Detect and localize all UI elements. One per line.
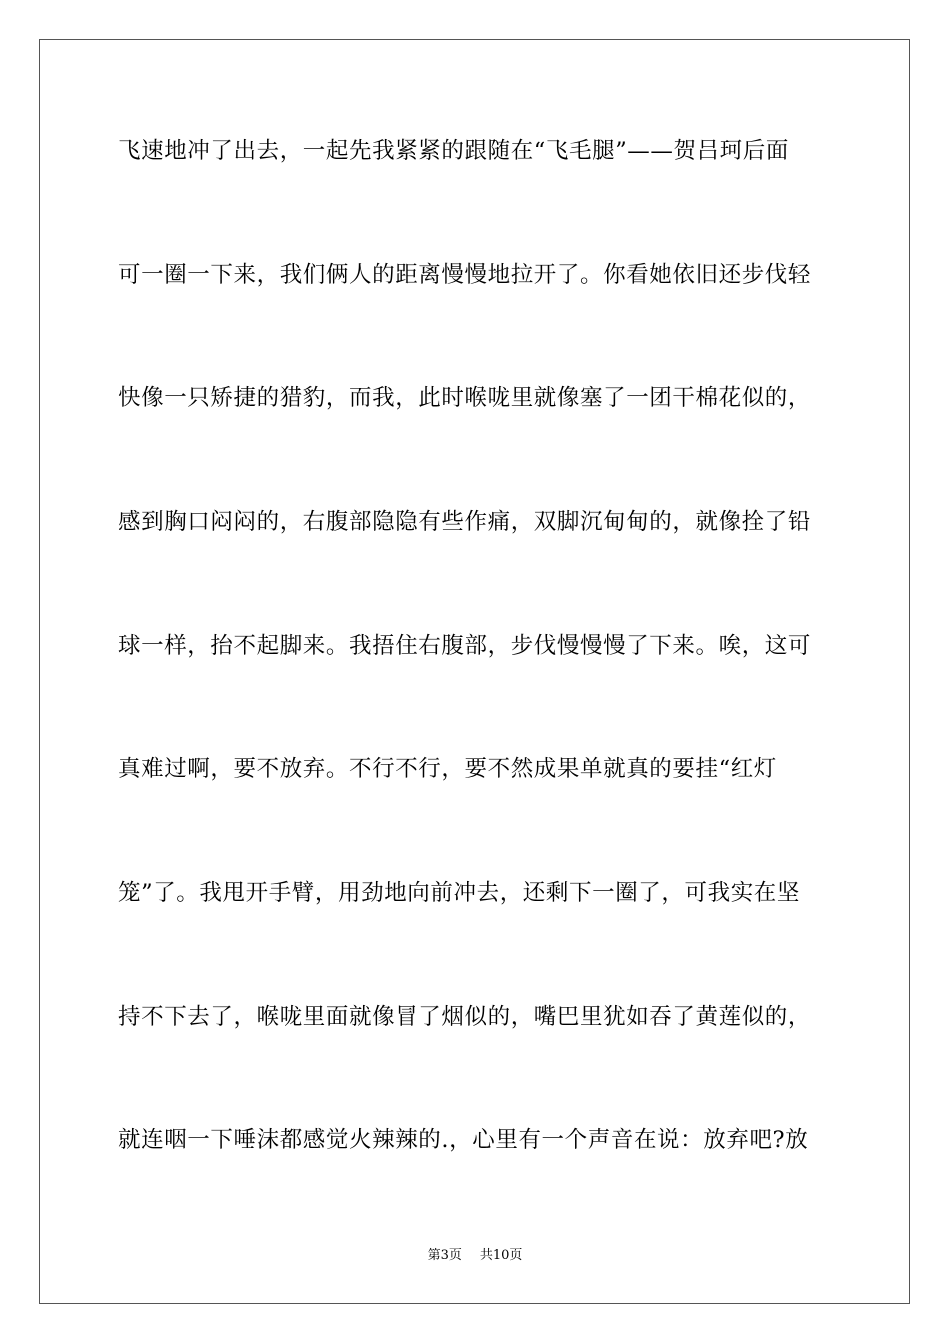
page-number: 第3页 [427, 1248, 462, 1263]
body-text-line: 可一圈一下来，我们俩人的距离慢慢地拉开了。你看她依旧还步伐轻 [118, 262, 812, 288]
body-text-line: 快像一只矫捷的猎豹，而我，此时喉咙里就像塞了一团干棉花似的， [118, 385, 812, 411]
body-text-line: 感到胸口闷闷的，右腹部隐隐有些作痛，双脚沉甸甸的，就像拴了铅 [118, 509, 812, 535]
body-text-line: 持不下去了，喉咙里面就像冒了烟似的，嘴巴里犹如吞了黄莲似的， [118, 1004, 812, 1030]
body-text-line: 就连咽一下唾沫都感觉火辣辣的.，心里有一个声音在说：放弃吧?放 [118, 1127, 809, 1153]
page-footer [0, 1247, 950, 1265]
body-text-line: 球一样，抬不起脚来。我捂住右腹部，步伐慢慢慢了下来。唉，这可 [118, 633, 812, 659]
body-text-line: 笼”了。我甩开手臂，用劲地向前冲去，还剩下一圈了，可我实在坚 [118, 880, 801, 906]
total-pages: 共10页 [479, 1248, 523, 1263]
body-text-line: 飞速地冲了出去，一起先我紧紧的跟随在“飞毛腿”——贺吕珂后面 [118, 138, 790, 164]
body-text-line: 真难过啊，要不放弃。不行不行，要不然成果单就真的要挂“红灯 [118, 756, 777, 782]
page-border [39, 39, 910, 1304]
